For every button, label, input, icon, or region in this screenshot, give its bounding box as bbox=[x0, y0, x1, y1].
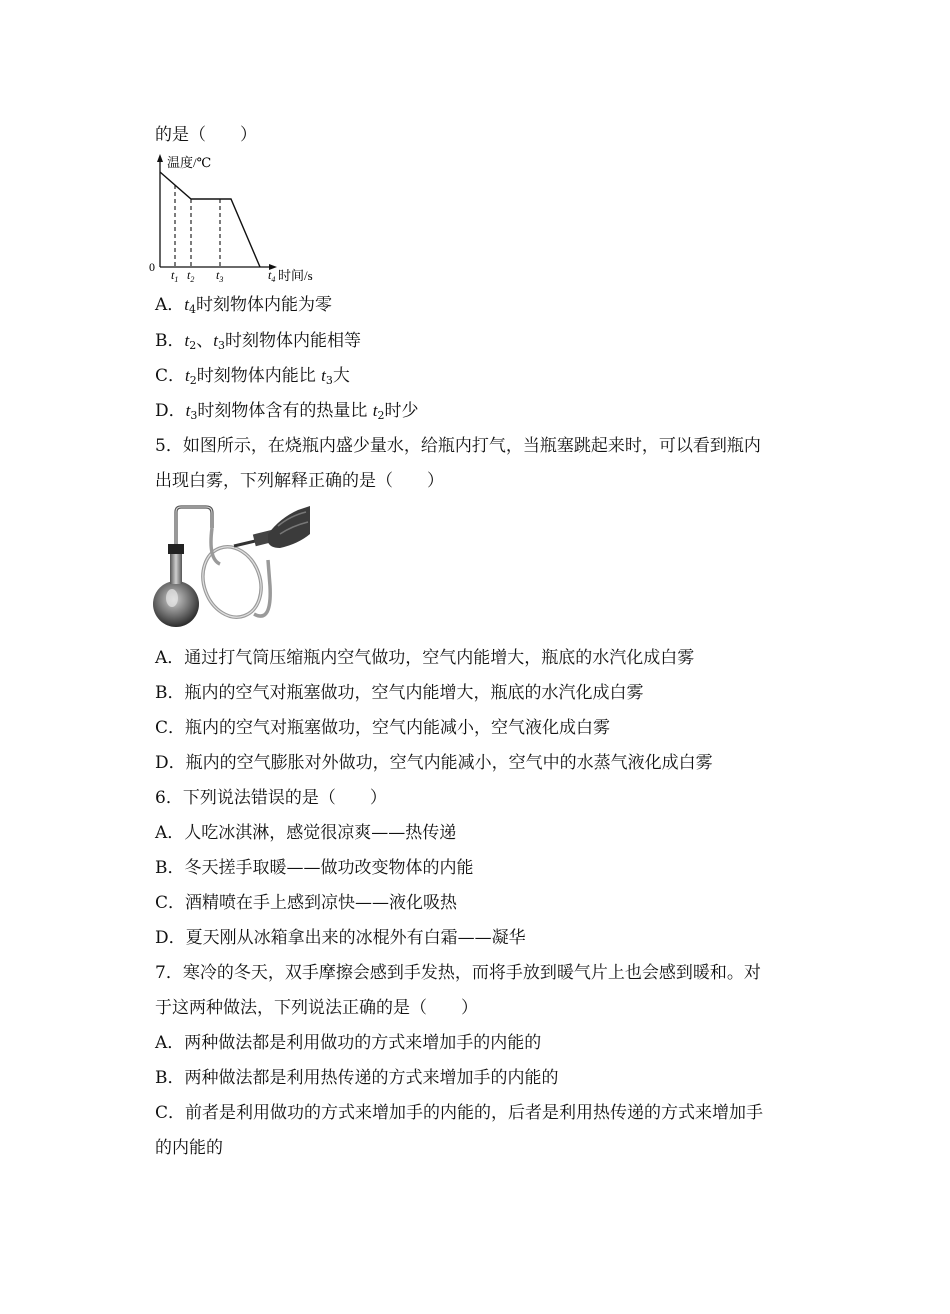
flask-neck bbox=[170, 552, 182, 584]
q5-option-b: B．瓶内的空气对瓶塞做功，空气内能增大，瓶底的水汽化成白雾 bbox=[155, 683, 644, 703]
q5-stem-line1: 5．如图所示，在烧瓶内盛少量水，给瓶内打气，当瓶塞跳起来时，可以看到瓶内 bbox=[155, 436, 761, 456]
q6-option-c: C．酒精喷在手上感到凉快——液化吸热 bbox=[155, 893, 458, 913]
tick-t1: $t_1$ bbox=[171, 268, 179, 284]
rubber-hose bbox=[193, 539, 270, 626]
q4-stem-tail: 的是（ ） bbox=[155, 125, 257, 145]
q4-option-d: D．$t_3$时刻物体含有的热量比 $t_2$时少 bbox=[155, 401, 419, 422]
q4-option-a: A．$t_4$时刻物体内能为零 bbox=[155, 295, 333, 316]
q6-option-b: B．冬天搓手取暖——做功改变物体的内能 bbox=[155, 858, 474, 878]
q6-stem: 6．下列说法错误的是（ ） bbox=[155, 788, 387, 808]
q7-option-a: A．两种做法都是利用做功的方式来增加手的内能的 bbox=[155, 1033, 542, 1053]
q7-stem-line1: 7．寒冷的冬天，双手摩擦会感到手发热，而将手放到暖气片上也会感到暖和。对 bbox=[155, 963, 761, 983]
q7-option-b: B．两种做法都是利用热传递的方式来增加手的内能的 bbox=[155, 1068, 559, 1088]
tick-t2: $t_2$ bbox=[187, 268, 195, 284]
x-axis-label: 时间/s bbox=[278, 268, 313, 283]
q6-option-d: D．夏天刚从冰箱拿出来的冰棍外有白霜——凝华 bbox=[155, 928, 526, 948]
tick-t4: $t_4$ bbox=[268, 268, 276, 284]
flask-stopper bbox=[168, 544, 184, 554]
glass-tube bbox=[176, 507, 212, 544]
q4-option-c: C．$t_2$时刻物体内能比 $t_3$大 bbox=[155, 366, 350, 387]
q5-option-a: A．通过打气筒压缩瓶内空气做功，空气内能增大，瓶底的水汽化成白雾 bbox=[155, 648, 695, 668]
y-axis-arrow bbox=[157, 154, 163, 162]
q6-option-a: A．人吃冰淇淋，感觉很凉爽——热传递 bbox=[155, 823, 457, 843]
q5-stem-line2: 出现白雾，下列解释正确的是（ ） bbox=[155, 471, 444, 491]
q7-stem-line2: 于这两种做法，下列说法正确的是（ ） bbox=[155, 998, 478, 1018]
temperature-time-graph bbox=[148, 152, 348, 287]
q7-option-c-continued: 的内能的 bbox=[155, 1138, 223, 1158]
q5-option-d: D．瓶内的空气膨胀对外做功，空气内能减小，空气中的水蒸气液化成白雾 bbox=[155, 753, 713, 773]
tick-t3: $t_3$ bbox=[216, 268, 224, 284]
q7-option-c: C．前者是利用做功的方式来增加手的内能的，后者是利用热传递的方式来增加手 bbox=[155, 1103, 764, 1123]
q5-option-c: C．瓶内的空气对瓶塞做功，空气内能减小，空气液化成白雾 bbox=[155, 718, 611, 738]
flask-pump-illustration bbox=[150, 504, 312, 632]
origin-label: 0 bbox=[149, 260, 155, 274]
q4-option-b: B．$t_2$、$t_3$时刻物体内能相等 bbox=[155, 331, 361, 352]
y-axis-label: 温度/℃ bbox=[167, 155, 212, 170]
